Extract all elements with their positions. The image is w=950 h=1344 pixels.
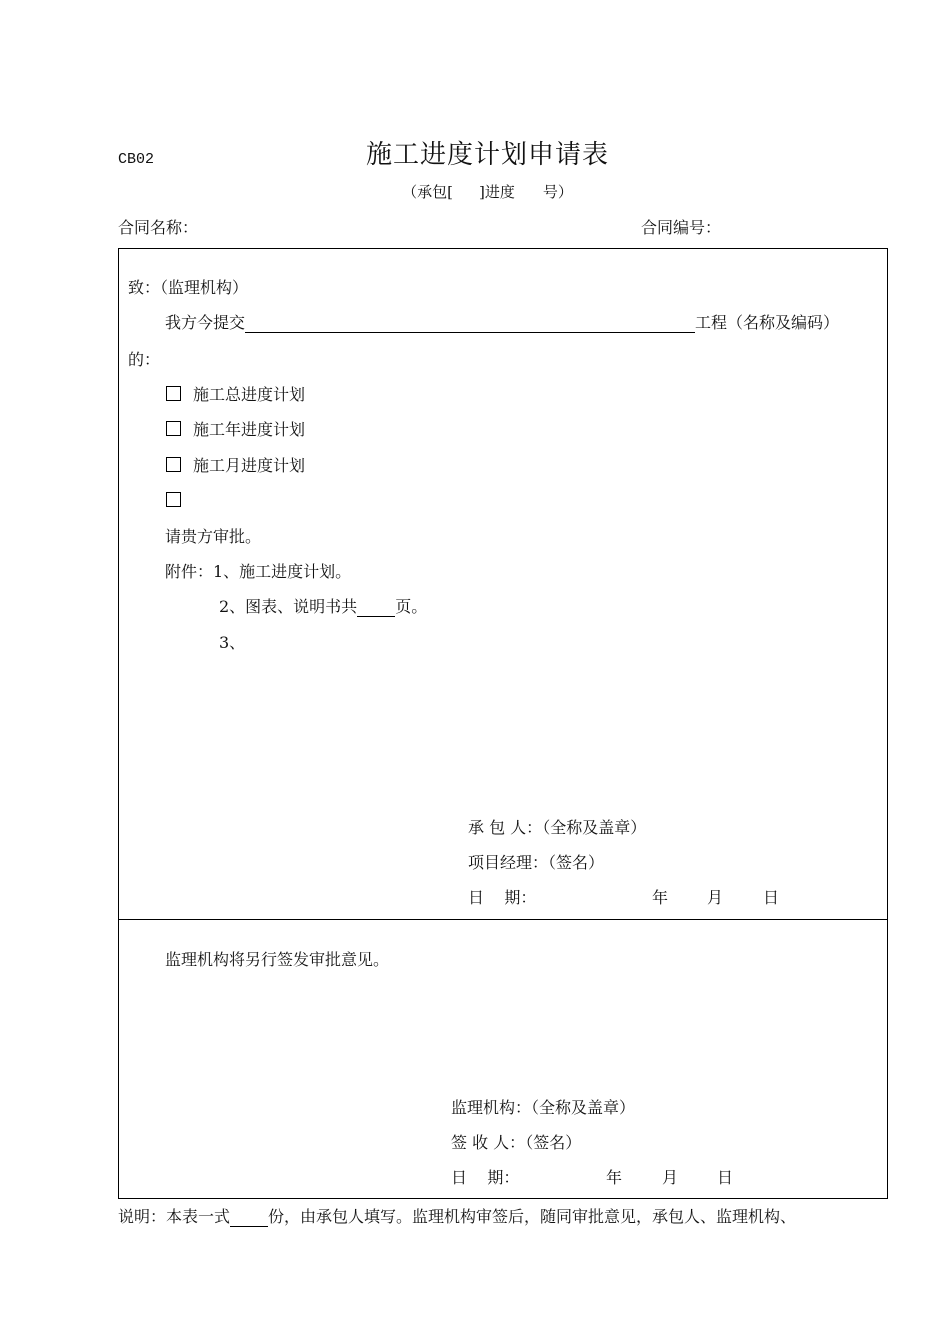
receiver-label: 签 收 人： bbox=[451, 1133, 526, 1152]
copy-count-field[interactable] bbox=[230, 1208, 268, 1227]
application-date-label: 日 期： bbox=[468, 888, 537, 907]
overall-plan-checkbox[interactable] bbox=[166, 386, 181, 401]
project-name-field[interactable] bbox=[245, 314, 695, 333]
submit-prefix: 我方今提交 bbox=[165, 313, 246, 332]
receiver-value: （签名） bbox=[525, 1133, 582, 1152]
contractor-value: （全称及盖章） bbox=[542, 818, 647, 837]
option-label: 施工月进度计划 bbox=[193, 456, 306, 475]
attachment-2-suffix: 页。 bbox=[395, 597, 428, 616]
form-code: CB02 bbox=[118, 151, 155, 168]
submit-suffix: 工程（名称及编码） bbox=[695, 313, 840, 332]
attachment-3: 3、 bbox=[219, 633, 246, 652]
footer-note-suffix: 份，由承包人填写。监理机构审签后，随同审批意见，承包人、监理机构、 bbox=[268, 1207, 797, 1226]
form-subtitle bbox=[0, 182, 950, 202]
annual-plan-checkbox[interactable] bbox=[166, 421, 181, 436]
contractor-label: 承 包 人： bbox=[468, 818, 543, 837]
application-date-day: 日 bbox=[763, 888, 780, 907]
request-line: 请贵方审批。 bbox=[165, 527, 262, 546]
project-manager-label: 项目经理： bbox=[468, 853, 549, 872]
project-manager-value: （签名） bbox=[548, 853, 605, 872]
footer-note-prefix: 说明：本表一式 bbox=[118, 1207, 231, 1226]
supervisor-org-label: 监理机构： bbox=[451, 1098, 532, 1117]
page-count-field[interactable] bbox=[357, 598, 395, 617]
footer-note bbox=[118, 1207, 796, 1227]
option-label: 施工年进度计划 bbox=[193, 420, 306, 439]
option-label: 施工总进度计划 bbox=[193, 385, 306, 404]
subtitle-suffix: 号） bbox=[542, 183, 573, 201]
supervision-date-day: 日 bbox=[717, 1168, 734, 1187]
of-line: 的： bbox=[128, 350, 161, 369]
subtitle-prefix: （承包[ bbox=[402, 183, 453, 201]
addressee-line: 致：（监理机构） bbox=[128, 278, 249, 297]
subtitle-mid: ]进度 bbox=[478, 183, 515, 201]
contract-name-label: 合同名称： bbox=[118, 218, 199, 237]
option-annual-plan bbox=[166, 420, 305, 440]
supervision-date-label: 日 期： bbox=[451, 1168, 520, 1187]
attachment-2-prefix: 2、图表、说明书共 bbox=[219, 597, 358, 616]
supervision-date-year: 年 bbox=[606, 1168, 623, 1187]
application-date-year: 年 bbox=[652, 888, 669, 907]
project-manager-line bbox=[468, 853, 604, 873]
option-other-plan bbox=[166, 491, 193, 511]
submit-line bbox=[165, 313, 839, 333]
monthly-plan-checkbox[interactable] bbox=[166, 457, 181, 472]
receiver-line bbox=[451, 1133, 581, 1153]
attachment-2 bbox=[219, 597, 427, 617]
supervisor-org-value: （全称及盖章） bbox=[531, 1098, 636, 1117]
supervision-date-month: 月 bbox=[662, 1168, 679, 1187]
application-date-month: 月 bbox=[707, 888, 724, 907]
supervisor-org-line bbox=[451, 1098, 635, 1118]
option-monthly-plan bbox=[166, 456, 305, 476]
other-plan-checkbox[interactable] bbox=[166, 492, 181, 507]
contract-number-label: 合同编号： bbox=[641, 218, 722, 237]
contractor-line bbox=[468, 818, 646, 838]
supervision-note: 监理机构将另行签发审批意见。 bbox=[165, 950, 390, 969]
attachment-1: 附件：1、施工进度计划。 bbox=[165, 562, 352, 581]
option-overall-plan bbox=[166, 385, 305, 405]
page-title: 施工进度计划申请表 bbox=[365, 140, 609, 170]
